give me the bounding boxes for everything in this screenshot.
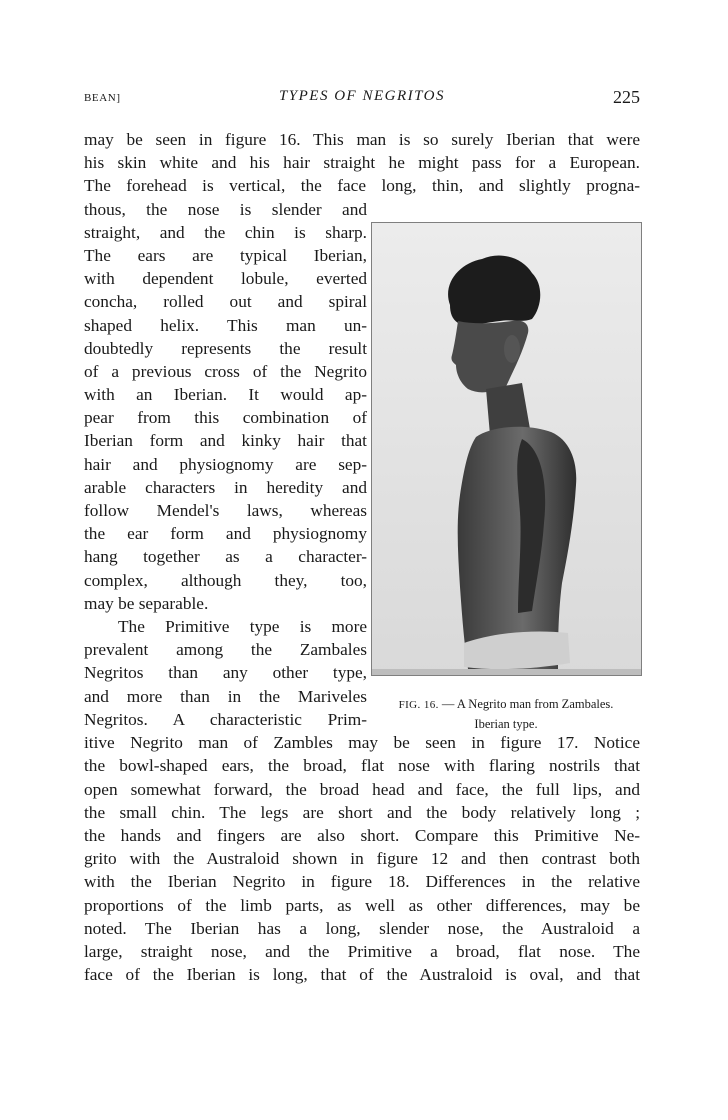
paragraph-2-full-width — [84, 731, 640, 986]
text-line: the bowl-shaped ears, the broad, flat nose with flaring nostrils that — [84, 756, 640, 776]
text-line: with the Iberian Negrito in figure 18. Differences in the relative — [84, 872, 640, 892]
running-header — [84, 88, 640, 110]
text-line: pear from this combination of — [84, 408, 367, 428]
figure-label: FIG. 16. — [398, 699, 439, 711]
text-line: arable characters in heredity and — [84, 477, 367, 497]
text-line: hang together as a character- — [84, 547, 367, 567]
author-running-head: BEAN] — [84, 92, 121, 104]
paragraph-1-full-width — [84, 128, 640, 198]
caption-line-1 — [370, 695, 642, 715]
text-line: concha, rolled out and spiral — [84, 292, 367, 312]
text-line: his skin white and his hair straight he might pass for a European. — [84, 153, 640, 173]
text-line: follow Mendel's laws, whereas — [84, 501, 367, 521]
text-line: the ear form and physiognomy — [84, 524, 367, 544]
text-line: Negritos. A characteristic Prim- — [84, 709, 367, 729]
text-line: with dependent lobule, everted — [84, 269, 367, 289]
text-line: open somewhat forward, the broad head and face, the full lips, and — [84, 779, 640, 799]
figure-16-caption — [370, 695, 642, 734]
text-line: face of the Iberian is long, that of the Australoid is oval, and that — [84, 965, 640, 985]
caption-text: — A Negrito man from Zambales. — [441, 697, 614, 711]
text-line: straight, and the chin is sharp. — [84, 222, 367, 242]
portrait-photo-illustration — [372, 223, 641, 675]
chapter-running-title: TYPES OF NEGRITOS — [278, 88, 446, 104]
text-line: noted. The Iberian has a long, slender nose, the Australoid a — [84, 918, 640, 938]
text-line: Iberian form and kinky hair that — [84, 431, 367, 451]
text-line: with an Iberian. It would ap- — [84, 385, 367, 405]
text-line: thous, the nose is slender and — [84, 199, 367, 219]
text-line: and more than in the Mariveles — [84, 686, 367, 706]
paragraph-1-beside-figure — [84, 198, 367, 731]
text-line: The Primitive type is more — [118, 616, 367, 636]
text-line: may be seen in figure 16. This man is so surely Iberian that were — [84, 130, 640, 149]
text-line: prevalent among the Zambales — [84, 640, 367, 660]
text-line: The forehead is vertical, the face long, thin, and slightly progna- — [84, 176, 640, 196]
text-line: itive Negrito man of Zambles may be seen in figure 17. Notice — [84, 733, 640, 753]
text-line: proportions of the limb parts, as well as other differences, may be — [84, 895, 640, 915]
text-line: shaped helix. This man un- — [84, 315, 367, 335]
text-line: the small chin. The legs are short and the body relatively long ; — [84, 802, 640, 822]
caption-line-2: Iberian type. — [474, 717, 538, 731]
page-number: 225 — [613, 87, 640, 107]
text-line: of a previous cross of the Negrito — [84, 361, 367, 381]
text-line: doubtedly represents the result — [84, 338, 367, 358]
text-line: complex, although they, too, — [84, 570, 367, 590]
text-line: The ears are typical Iberian, — [84, 245, 367, 265]
text-line: grito with the Australoid shown in figure 12 and then contrast both — [84, 849, 640, 869]
text-line: large, straight nose, and the Primitive a broad, flat nose. The — [84, 941, 640, 961]
figure-16-photograph — [371, 222, 642, 676]
text-line: Negritos than any other type, — [84, 663, 367, 683]
text-line: the hands and fingers are also short. Compare this Primitive Ne- — [84, 825, 640, 845]
text-line: hair and physiognomy are sep- — [84, 454, 367, 474]
text-line: may be separable. — [84, 593, 209, 613]
